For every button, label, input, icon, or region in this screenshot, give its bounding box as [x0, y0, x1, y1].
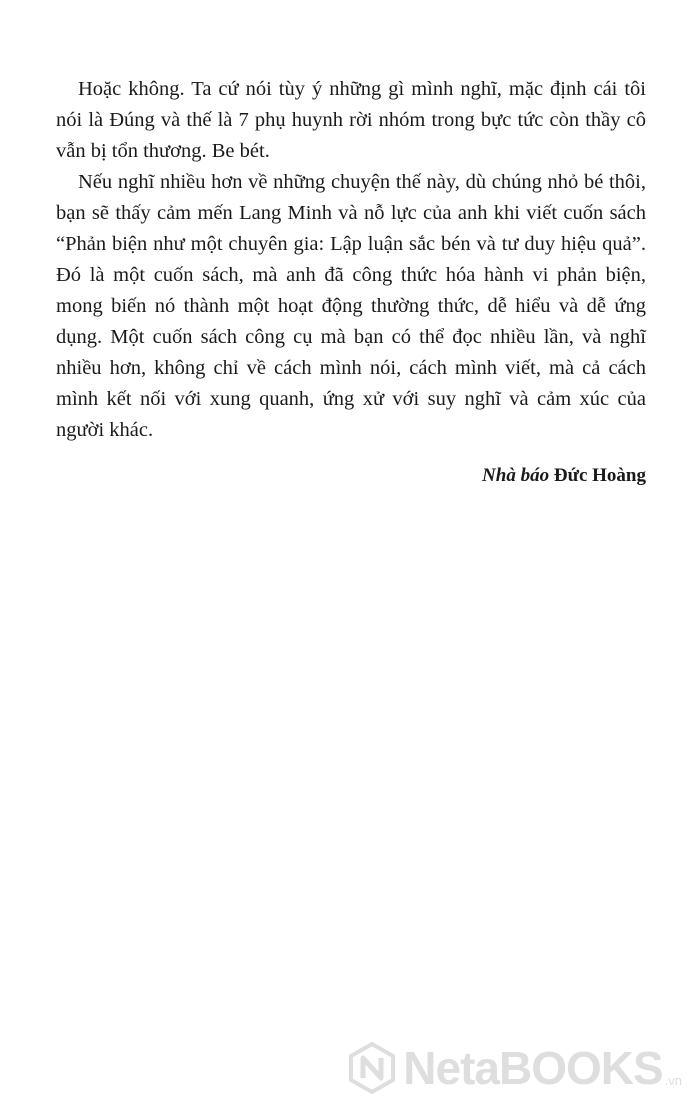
author-signature — [56, 460, 646, 491]
page-body — [56, 74, 646, 491]
watermark-brand: NetaBOOKS — [403, 1042, 663, 1094]
netabooks-logo-icon — [349, 1042, 395, 1094]
author-title: Nhà báo — [482, 465, 550, 486]
author-name: Đức Hoàng — [553, 465, 646, 486]
watermark — [349, 1042, 682, 1094]
paragraph-1: Hoặc không. Ta cứ nói tùy ý những gì mình nghĩ, mặc định cái tôi nói là Đúng và thế là 7 phụ huynh rời nhóm trong bực tức còn thầy cô vẫn bị tổn thương. Be bét. — [56, 78, 646, 162]
paragraph-2: Nếu nghĩ nhiều hơn về những chuyện thế này, dù chúng nhỏ bé thôi, bạn sẽ thấy cảm mến Lang Minh và nỗ lực của anh khi viết cuốn sách “Phản biện như một chuyên gia: Lập luận sắc bén và tư duy hiệu quả”. Đó là một cuốn sách, mà anh đã công thức hóa hành vi phản biện, mong biến nó thành một hoạt động thường thức, dễ hiểu và dễ ứng dụng. Một cuốn sách công cụ mà bạn có thể đọc nhiều lần, và nghĩ nhiều hơn, không chỉ về cách mình nói, cách mình viết, mà cả cách mình kết nối với xung quanh, ứng xử với suy nghĩ và cảm xúc của người khác. — [56, 171, 646, 441]
watermark-tld: .vn — [664, 1073, 682, 1088]
